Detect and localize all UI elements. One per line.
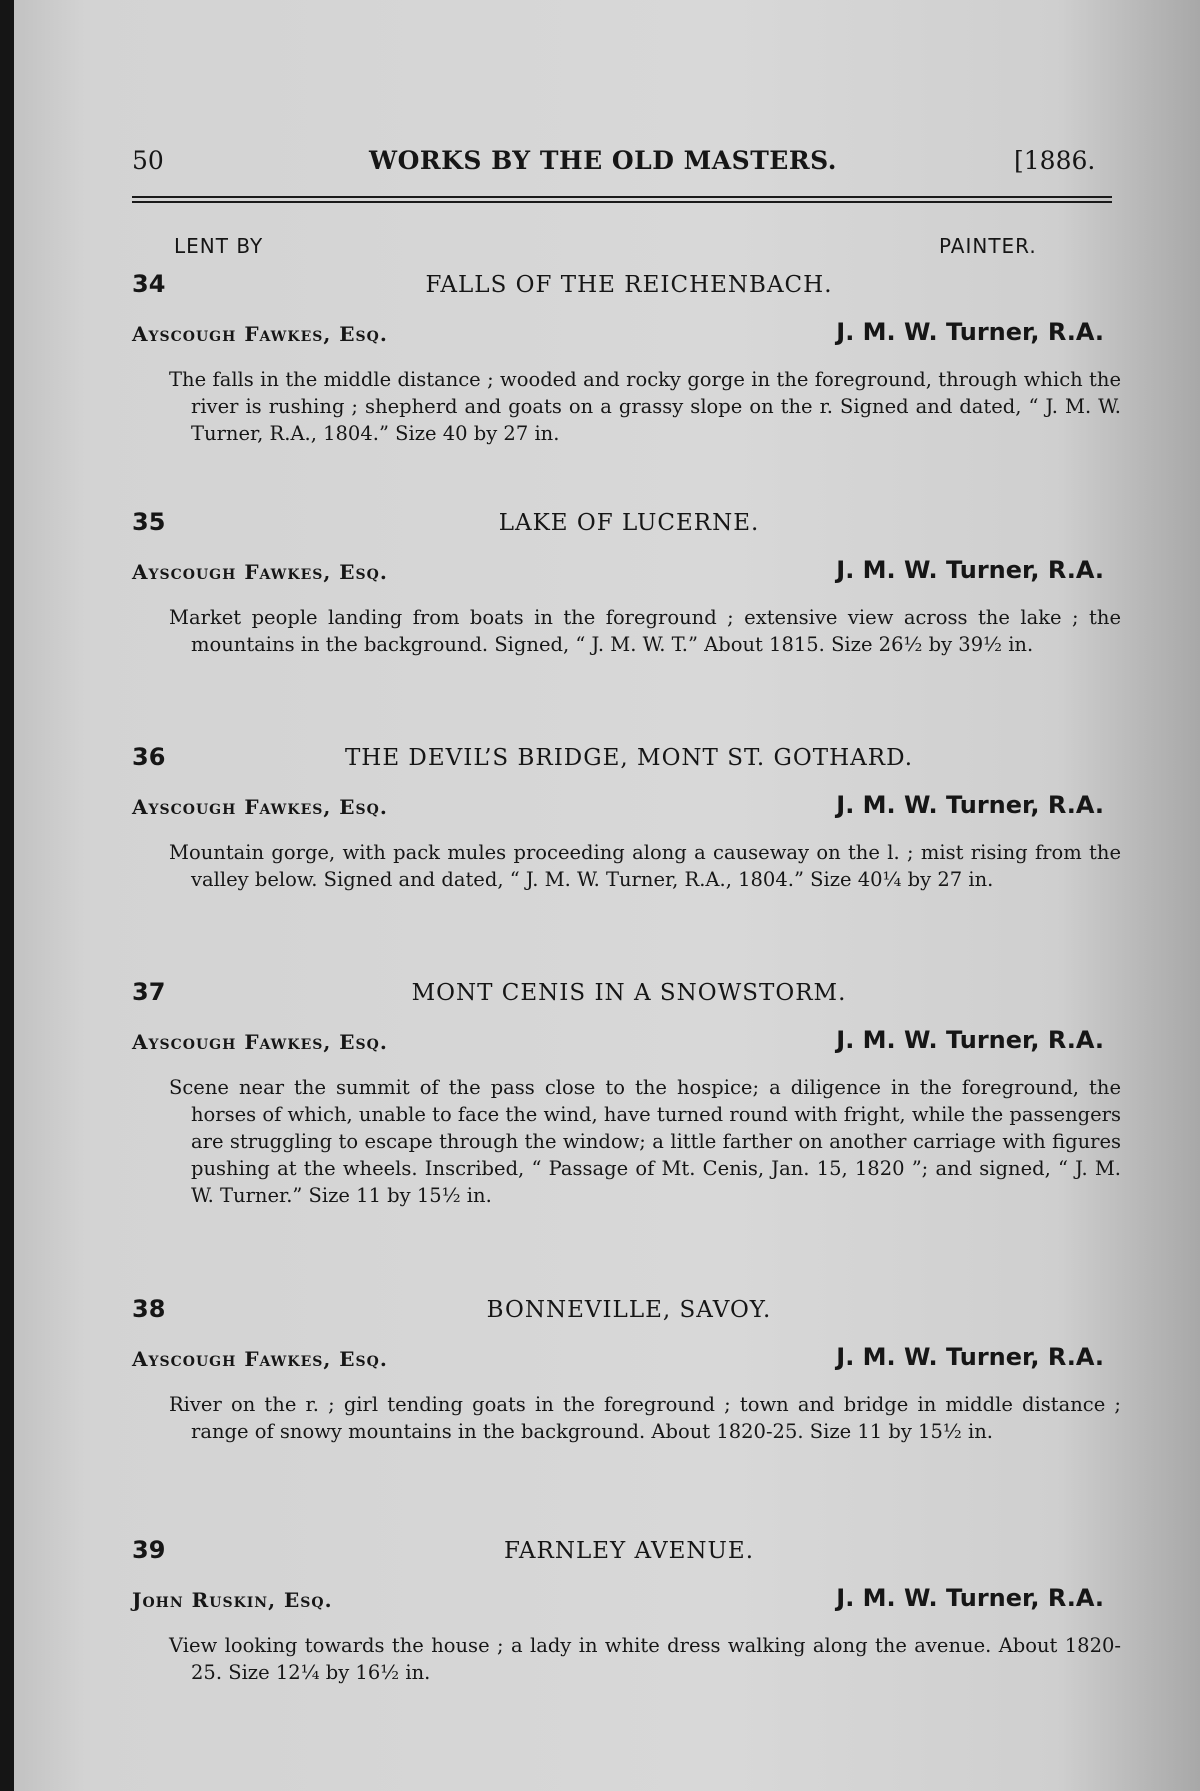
entry-lender: Ayscough Fawkes, Esq. [132, 1030, 388, 1054]
entry-number: 37 [132, 978, 166, 1006]
entry-title: FARNLEY AVENUE. [503, 1538, 755, 1564]
catalogue-entry [14, 270, 1200, 480]
header-rule-bottom [132, 201, 1112, 203]
entry-title: THE DEVIL’S BRIDGE, MONT ST. GOTHARD. [344, 745, 914, 771]
running-title: WORKS BY THE OLD MASTERS. [369, 146, 838, 175]
entry-lender: Ayscough Fawkes, Esq. [132, 1347, 388, 1371]
entry-lender: Ayscough Fawkes, Esq. [132, 560, 388, 584]
entry-lender: Ayscough Fawkes, Esq. [132, 795, 388, 819]
entry-description: Scene near the summit of the pass close to the hospice; a diligence in the foreground, the horses of which, unable to face the wind, have turned round with fright, while the passengers are struggling to escape through the window; a little farther on another carriage with figures pushing at the wheels. Inscribed, “ Passage of Mt. Cenis, Jan. 15, 1820 ”; and signed, “ J. M. W. Turner.” Size 11 by 15½ in. [169, 1076, 1121, 1207]
entry-painter: J. M. W. Turner, R.A. [836, 318, 1104, 346]
entry-description: The falls in the middle distance ; wooded and rocky gorge in the foreground, through which the river is rushing ; shepherd and goats on a grassy slope on the r. Signed and dated, “ J. M. W. Turner, R.A., 1804.” Size 40 by 27 in. [169, 368, 1121, 445]
entry-painter: J. M. W. Turner, R.A. [836, 791, 1104, 819]
catalogue-entry [14, 978, 1200, 1207]
entry-painter: J. M. W. Turner, R.A. [836, 1026, 1104, 1054]
entry-description: Market people landing from boats in the foreground ; extensive view across the lake ; the mountains in the background. Signed, “ J. M. W. T.” About 1815. Size 26½ by 39½ in. [169, 606, 1121, 656]
entry-number: 38 [132, 1295, 166, 1323]
entry-number: 35 [132, 508, 166, 536]
entry-title: FALLS OF THE REICHENBACH. [425, 272, 833, 298]
catalogue-entry [14, 1295, 1200, 1505]
catalogue-entry [14, 743, 1200, 953]
entry-number: 39 [132, 1536, 166, 1564]
lent-by-heading: LENT BY [174, 234, 264, 258]
entry-painter: J. M. W. Turner, R.A. [836, 1343, 1104, 1371]
entry-number: 36 [132, 743, 166, 771]
entry-lender: John Ruskin, Esq. [132, 1588, 333, 1612]
page-number: 50 [132, 146, 164, 175]
header-rule-top [132, 196, 1112, 198]
year-label: [1886. [1014, 146, 1096, 175]
entry-painter: J. M. W. Turner, R.A. [836, 556, 1104, 584]
catalogue-entry [14, 508, 1200, 718]
catalogue-page [14, 0, 1200, 1791]
entry-title: BONNEVILLE, SAVOY. [486, 1297, 772, 1323]
entry-number: 34 [132, 270, 166, 298]
catalogue-entry [14, 1536, 1200, 1746]
painter-heading: PAINTER. [939, 234, 1037, 258]
entry-description: View looking towards the house ; a lady in white dress walking along the avenue. About 1820-25. Size 12¼ by 16½ in. [169, 1634, 1121, 1684]
entry-lender: Ayscough Fawkes, Esq. [132, 322, 388, 346]
entry-description: Mountain gorge, with pack mules proceeding along a causeway on the l. ; mist rising from the valley below. Signed and dated, “ J. M. W. Turner, R.A., 1804.” Size 40¼ by 27 in. [169, 841, 1121, 891]
entry-title: MONT CENIS IN A SNOWSTORM. [411, 980, 847, 1006]
entry-painter: J. M. W. Turner, R.A. [836, 1584, 1104, 1612]
entry-description: River on the r. ; girl tending goats in the foreground ; town and bridge in middle distance ; range of snowy mountains in the background. About 1820-25. Size 11 by 15½ in. [169, 1393, 1121, 1443]
entry-title: LAKE OF LUCERNE. [498, 510, 760, 536]
